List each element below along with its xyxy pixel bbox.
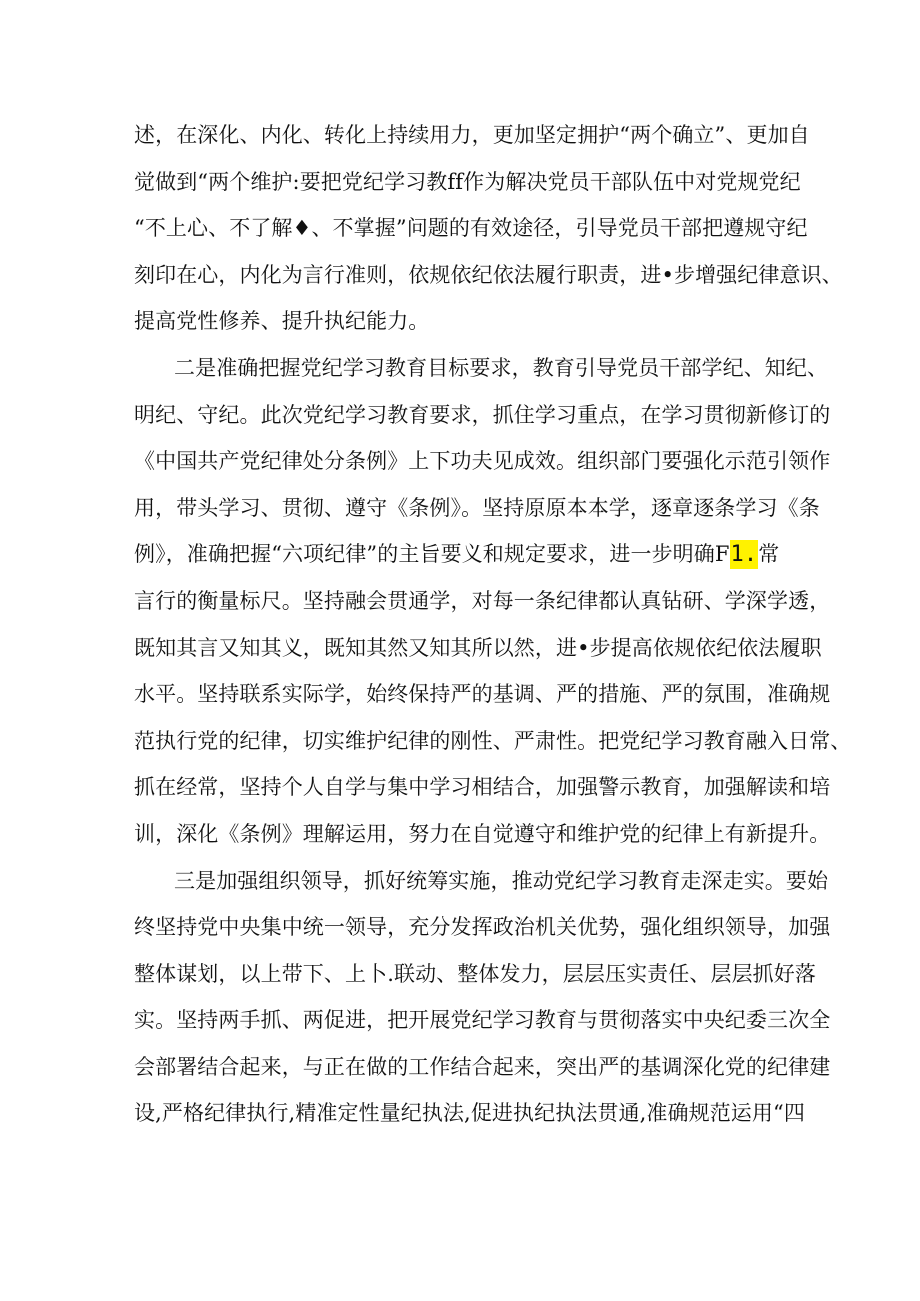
paragraph-line: 言行的衡量标尺。坚持融会贯通学，对每一条纪律都认真钻研、学深学透， [134, 588, 831, 613]
paragraph-line: 实。坚持两手抓、两促进，把开展党纪学习教育与贯彻落实中央纪委三次全 [134, 1008, 831, 1033]
paragraph-1 [134, 112, 843, 345]
paragraph-3 [134, 858, 831, 1138]
paragraph-line: 设,严格纪律执行,精准定性量纪执法,促进执纪执法贯通,准确规范运用“四 [134, 1101, 805, 1126]
paragraph-line: 《中国共产党纪律处分条例》上下功夫见成效。组织部门要强化示范引领作 [134, 449, 831, 474]
paragraph-line: 既知其言又知其义，既知其然又知其所以然，进•步提高依规依纪依法履职 [134, 635, 822, 660]
paragraph-line: 会部署结合起来，与正在做的工作结合起来，突出严的基调深化党的纪律建 [134, 1054, 831, 1079]
paragraph-line: 终坚持党中央集中统一领导，充分发挥政治机关优势，强化组织领导，加强 [134, 915, 831, 940]
paragraph-line: 用，带头学习、贯彻、遵守《条例》。坚持原原本本学，逐章逐条学习《条 [134, 495, 820, 520]
highlighted-text: 1. [730, 542, 758, 568]
paragraph-line: 整体谋划，以上带下、上卜.联动、整体发力，层层压实责任、层层抓好落 [134, 961, 816, 986]
line-text-tail: 常 [758, 542, 780, 567]
paragraph-line: 水平。坚持联系实际学，始终保持严的基调、严的措施、严的氛围，准确规 [134, 682, 831, 707]
paragraph-line: 三是加强组织领导，抓好统筹实施，推动党纪学习教育走深走实。要始 [174, 868, 829, 893]
paragraph-line: 范执行党的纪律，切实维护纪律的刚性、严肃性。把党纪学习教育融入日常、 [134, 728, 852, 753]
paragraph-line: 抓在经常，坚持个人自学与集中学习相结合，加强警示教育，加强解读和培 [134, 775, 831, 800]
paragraph-line: 觉做到“两个维护:要把党纪学习教ff作为解决党员干部队伍中对党规党纪 [134, 169, 801, 194]
paragraph-line: “不上心、不了解♦、不掌握”问题的有效途径，引导党员干部把遵规守纪 [134, 216, 808, 241]
paragraph-line: 训，深化《条例》理解运用，努力在自觉遵守和维护党的纪律上有新提升。 [134, 821, 831, 846]
paragraph-line: 明纪、守纪。此次党纪学习教育要求，抓住学习重点，在学习贯彻新修订的 [134, 402, 831, 427]
paragraph-line: 二是准确把握党纪学习教育目标要求，教育引导党员干部学纪、知纪、 [174, 355, 829, 380]
paragraph-2 [134, 345, 852, 858]
paragraph-line: 刻印在心，内化为言行准则，依规依纪依法履行职责，进•步增强纪律意识、 [134, 262, 843, 287]
paragraph-line: 提高党性修养、提升执纪能力。 [134, 309, 430, 334]
paragraph-line: 述，在深化、内化、转化上持续用力，更加坚定拥护“两个确立”、更加自 [134, 123, 810, 147]
document-body [134, 112, 852, 1137]
paragraph-line-highlighted [134, 531, 794, 578]
line-text: 例》，准确把握“六项纪律”的主旨要义和规定要求，进一步明确F [134, 542, 730, 567]
